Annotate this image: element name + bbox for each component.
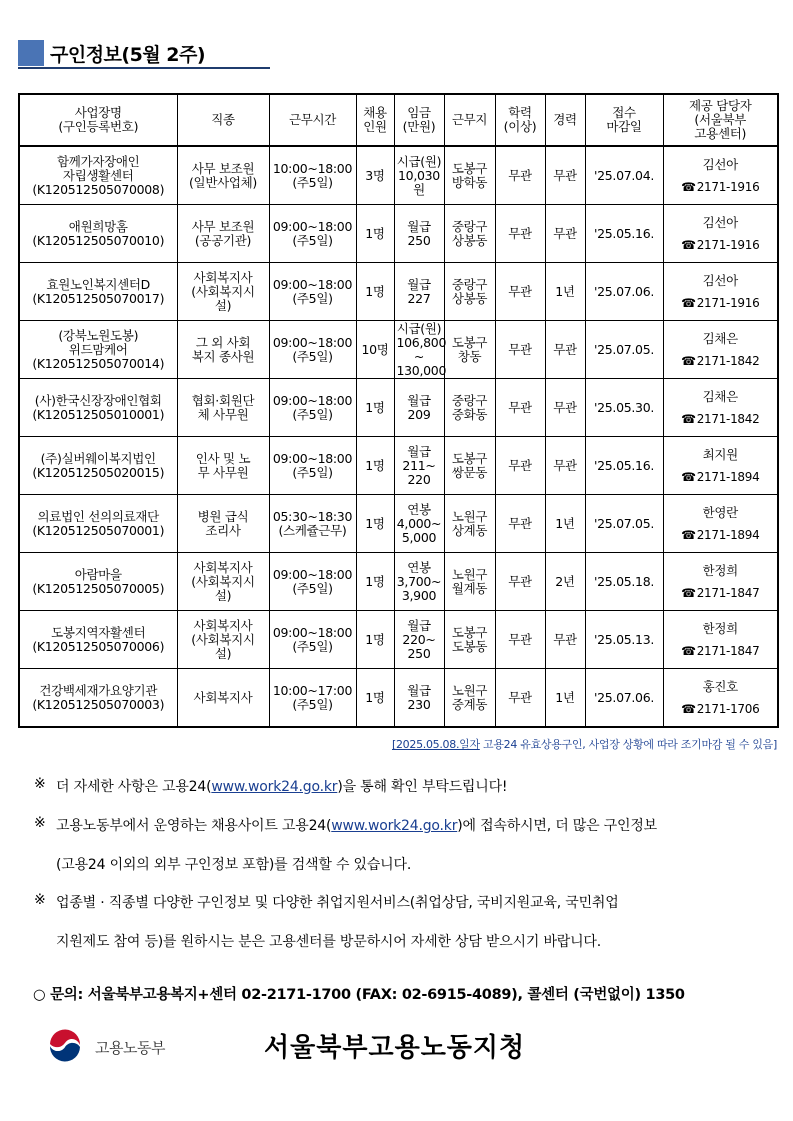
manager-phone bbox=[681, 296, 759, 310]
wage-cell: 월급 250 bbox=[394, 205, 444, 263]
column-header bbox=[545, 94, 585, 146]
column-header-text: (구인등록번호) bbox=[58, 119, 139, 134]
manager-phone bbox=[681, 644, 759, 658]
company-cell: (사)한국신장장애인협회 (K120512505010001) bbox=[19, 379, 177, 437]
column-header bbox=[356, 94, 394, 146]
company-cell: (강북노원도봉) 위드맘케어 (K120512505070014) bbox=[19, 321, 177, 379]
table-row bbox=[19, 146, 778, 205]
count-cell: 1명 bbox=[356, 611, 394, 669]
education-cell: 무관 bbox=[495, 205, 545, 263]
job-cell: 병원 급식 조리사 bbox=[177, 495, 269, 553]
deadline-cell: '25.05.16. bbox=[585, 205, 663, 263]
manager-phone bbox=[681, 528, 759, 542]
deadline-cell: '25.07.06. bbox=[585, 669, 663, 728]
heading-underline bbox=[18, 67, 270, 69]
manager-cell bbox=[663, 379, 778, 437]
column-header-text: 근무지 bbox=[451, 112, 488, 127]
company-cell: (주)실버웨이복지법인 (K120512505020015) bbox=[19, 437, 177, 495]
wage-cell: 시급(원) 10,030 원 bbox=[394, 146, 444, 205]
telephone-icon: ☎ bbox=[681, 469, 696, 484]
column-header bbox=[394, 94, 444, 146]
note-mark: ※ bbox=[34, 892, 46, 908]
company-cell: 함께가자장애인 자립생활센터 (K120512505070008) bbox=[19, 146, 177, 205]
table-footnote bbox=[392, 736, 777, 752]
company-cell: 아람마을 (K120512505070005) bbox=[19, 553, 177, 611]
job-cell: 사무 보조원 (공공기관) bbox=[177, 205, 269, 263]
page-title: 구인정보(5월 2주) bbox=[50, 44, 206, 66]
job-cell: 인사 및 노 무 사무원 bbox=[177, 437, 269, 495]
deadline-cell: '25.07.06. bbox=[585, 263, 663, 321]
location-cell: 중랑구 상봉동 bbox=[444, 263, 495, 321]
phone-number: 2171-1916 bbox=[696, 179, 760, 194]
count-cell: 1명 bbox=[356, 437, 394, 495]
manager-phone bbox=[681, 702, 759, 716]
phone-number: 2171-1894 bbox=[696, 469, 760, 484]
column-header-text: (서울북부 bbox=[694, 112, 747, 127]
telephone-icon: ☎ bbox=[681, 585, 696, 600]
manager-phone bbox=[681, 354, 759, 368]
phone-number: 2171-1847 bbox=[696, 585, 760, 600]
manager-cell bbox=[663, 495, 778, 553]
education-cell: 무관 bbox=[495, 321, 545, 379]
location-cell: 도봉구 도봉동 bbox=[444, 611, 495, 669]
phone-number: 2171-1706 bbox=[696, 701, 760, 716]
count-cell: 10명 bbox=[356, 321, 394, 379]
count-cell: 1명 bbox=[356, 263, 394, 321]
column-header bbox=[444, 94, 495, 146]
column-header bbox=[269, 94, 356, 146]
manager-phone bbox=[681, 470, 759, 484]
telephone-icon: ☎ bbox=[681, 411, 696, 426]
education-cell: 무관 bbox=[495, 437, 545, 495]
wage-cell: 월급 227 bbox=[394, 263, 444, 321]
column-header-text: 마감일 bbox=[606, 119, 642, 134]
deadline-cell: '25.07.04. bbox=[585, 146, 663, 205]
job-cell: 그 외 사회 복지 종사원 bbox=[177, 321, 269, 379]
contact-line: ○ 문의: 서울북부고용복지+센터 02-2171-1700 (FAX: 02-6915-4089), 콜센터 (국번없이) 1350 bbox=[33, 987, 685, 1003]
note-mark: ※ bbox=[34, 815, 46, 831]
column-header-text: 학력 bbox=[508, 105, 532, 120]
section-heading bbox=[18, 40, 270, 68]
count-cell: 1명 bbox=[356, 205, 394, 263]
taegeuk-emblem-icon bbox=[47, 1028, 83, 1064]
column-header-text: 접수 bbox=[612, 105, 636, 120]
column-header bbox=[585, 94, 663, 146]
manager-phone bbox=[681, 412, 759, 426]
table-row bbox=[19, 495, 778, 553]
phone-number: 2171-1847 bbox=[696, 643, 760, 658]
count-cell: 1명 bbox=[356, 379, 394, 437]
experience-cell: 2년 bbox=[545, 553, 585, 611]
column-header-text: 경력 bbox=[553, 112, 577, 127]
telephone-icon: ☎ bbox=[681, 353, 696, 368]
table-row bbox=[19, 379, 778, 437]
column-header-text: 사업장명 bbox=[74, 105, 122, 120]
hours-cell: 09:00~18:00 (주5일) bbox=[269, 437, 356, 495]
deadline-cell: '25.05.30. bbox=[585, 379, 663, 437]
info-text: 지원제도 참여 등)를 원하시는 분은 고용센터를 방문하시어 자세한 상담 받으시기 바랍니다. bbox=[56, 934, 601, 950]
table-row bbox=[19, 205, 778, 263]
hours-cell: 10:00~18:00 (주5일) bbox=[269, 146, 356, 205]
count-cell: 1명 bbox=[356, 553, 394, 611]
job-cell: 사회복지사 (사회복지시 설) bbox=[177, 611, 269, 669]
column-header-text: (이상) bbox=[503, 119, 537, 134]
experience-cell: 무관 bbox=[545, 611, 585, 669]
education-cell: 무관 bbox=[495, 669, 545, 728]
phone-number: 2171-1894 bbox=[696, 527, 760, 542]
wage-cell: 월급 220~ 250 bbox=[394, 611, 444, 669]
manager-name: 김채은 bbox=[702, 330, 738, 346]
job-cell: 협회·회원단 체 사무원 bbox=[177, 379, 269, 437]
education-cell: 무관 bbox=[495, 495, 545, 553]
manager-cell bbox=[663, 321, 778, 379]
manager-cell bbox=[663, 205, 778, 263]
column-header-text: 고용센터) bbox=[694, 126, 747, 141]
hours-cell: 09:00~18:00 (주5일) bbox=[269, 321, 356, 379]
experience-cell: 1년 bbox=[545, 669, 585, 728]
job-listings-table bbox=[18, 93, 779, 728]
telephone-icon: ☎ bbox=[681, 179, 696, 194]
column-header bbox=[19, 94, 177, 146]
manager-phone bbox=[681, 238, 759, 252]
wage-cell: 시급(원) 106,800 ~ 130,000 bbox=[394, 321, 444, 379]
manager-name: 한정희 bbox=[702, 620, 738, 636]
heading-square-icon bbox=[18, 40, 44, 66]
manager-cell bbox=[663, 669, 778, 728]
manager-name: 김채은 bbox=[702, 388, 738, 404]
manager-name: 홍진호 bbox=[702, 678, 738, 694]
hours-cell: 09:00~18:00 (주5일) bbox=[269, 263, 356, 321]
column-header-text: 근무시간 bbox=[288, 112, 337, 127]
experience-cell: 1년 bbox=[545, 495, 585, 553]
wage-cell: 연봉 4,000~ 5,000 bbox=[394, 495, 444, 553]
manager-cell bbox=[663, 553, 778, 611]
experience-cell: 무관 bbox=[545, 437, 585, 495]
education-cell: 무관 bbox=[495, 611, 545, 669]
company-cell: 도봉지역자활센터 (K120512505070006) bbox=[19, 611, 177, 669]
column-header-text: 인원 bbox=[363, 119, 387, 134]
footnote-text: 고용24 유효상용구인, 사업장 상황에 따라 조기마감 될 수 있음] bbox=[479, 738, 777, 751]
column-header bbox=[177, 94, 269, 146]
footnote-date: [2025.05.08.일자 bbox=[391, 738, 480, 751]
deadline-cell: '25.07.05. bbox=[585, 321, 663, 379]
location-cell: 노원구 월계동 bbox=[444, 553, 495, 611]
column-header bbox=[663, 94, 778, 146]
location-cell: 도봉구 방학동 bbox=[444, 146, 495, 205]
wage-cell: 월급 209 bbox=[394, 379, 444, 437]
education-cell: 무관 bbox=[495, 263, 545, 321]
company-cell: 건강백세재가요양기관 (K120512505070003) bbox=[19, 669, 177, 728]
company-cell: 애원희망홈 (K120512505070010) bbox=[19, 205, 177, 263]
experience-cell: 무관 bbox=[545, 205, 585, 263]
job-cell: 사무 보조원 (일반사업체) bbox=[177, 146, 269, 205]
deadline-cell: '25.05.18. bbox=[585, 553, 663, 611]
manager-name: 김선아 bbox=[702, 156, 738, 172]
education-cell: 무관 bbox=[495, 553, 545, 611]
experience-cell: 무관 bbox=[545, 321, 585, 379]
experience-cell: 무관 bbox=[545, 146, 585, 205]
info-text: 고용노동부에서 운영하는 채용사이트 고용24( bbox=[56, 818, 332, 834]
company-cell: 의료법인 선의의료재단 (K120512505070001) bbox=[19, 495, 177, 553]
telephone-icon: ☎ bbox=[681, 237, 696, 252]
manager-name: 최지원 bbox=[702, 446, 738, 462]
job-cell: 사회복지사 (사회복지시 설) bbox=[177, 263, 269, 321]
wage-cell: 연봉 3,700~ 3,900 bbox=[394, 553, 444, 611]
manager-name: 한정희 bbox=[702, 562, 738, 578]
table-row bbox=[19, 321, 778, 379]
manager-cell bbox=[663, 437, 778, 495]
telephone-icon: ☎ bbox=[681, 527, 696, 542]
info-text: 업종별 · 직종별 다양한 구인정보 및 다양한 취업지원서비스(취업상담, 국비지원교육, 국민취업 bbox=[56, 895, 619, 911]
manager-name: 김선아 bbox=[702, 272, 738, 288]
job-cell: 사회복지사 (사회복지시 설) bbox=[177, 553, 269, 611]
manager-cell bbox=[663, 263, 778, 321]
table-row bbox=[19, 437, 778, 495]
column-header bbox=[495, 94, 545, 146]
column-header-text: 제공 담당자 bbox=[688, 98, 752, 113]
manager-name: 김선아 bbox=[702, 214, 738, 230]
ministry-logo bbox=[47, 1028, 197, 1066]
location-cell: 중랑구 상봉동 bbox=[444, 205, 495, 263]
experience-cell: 무관 bbox=[545, 379, 585, 437]
hours-cell: 09:00~18:00 (주5일) bbox=[269, 205, 356, 263]
manager-phone bbox=[681, 586, 759, 600]
column-header-text: 직종 bbox=[211, 112, 235, 127]
education-cell: 무관 bbox=[495, 379, 545, 437]
count-cell: 1명 bbox=[356, 495, 394, 553]
table-header-row bbox=[19, 94, 778, 146]
info-text: 더 자세한 사항은 고용24( bbox=[56, 779, 212, 795]
phone-number: 2171-1842 bbox=[696, 411, 760, 426]
hours-cell: 09:00~18:00 (주5일) bbox=[269, 611, 356, 669]
note-mark: ※ bbox=[34, 776, 46, 792]
count-cell: 3명 bbox=[356, 146, 394, 205]
location-cell: 중랑구 중화동 bbox=[444, 379, 495, 437]
location-cell: 노원구 상계동 bbox=[444, 495, 495, 553]
telephone-icon: ☎ bbox=[681, 701, 696, 716]
hours-cell: 10:00~17:00 (주5일) bbox=[269, 669, 356, 728]
table-row bbox=[19, 611, 778, 669]
column-header-text: 채용 bbox=[363, 105, 387, 120]
info-text: )을 통해 확인 부탁드립니다! bbox=[337, 779, 508, 795]
column-header-text: 임금 bbox=[407, 105, 431, 120]
deadline-cell: '25.05.13. bbox=[585, 611, 663, 669]
hours-cell: 09:00~18:00 (주5일) bbox=[269, 553, 356, 611]
table-row bbox=[19, 669, 778, 728]
deadline-cell: '25.05.16. bbox=[585, 437, 663, 495]
table-row bbox=[19, 263, 778, 321]
company-cell: 효원노인복지센터D (K120512505070017) bbox=[19, 263, 177, 321]
phone-number: 2171-1916 bbox=[696, 295, 760, 310]
location-cell: 도봉구 창동 bbox=[444, 321, 495, 379]
experience-cell: 1년 bbox=[545, 263, 585, 321]
manager-name: 한영란 bbox=[702, 504, 738, 520]
manager-cell bbox=[663, 146, 778, 205]
manager-cell bbox=[663, 611, 778, 669]
deadline-cell: '25.07.05. bbox=[585, 495, 663, 553]
work24-link[interactable]: www.work24.go.kr bbox=[331, 818, 458, 834]
education-cell: 무관 bbox=[495, 146, 545, 205]
wage-cell: 월급 230 bbox=[394, 669, 444, 728]
manager-phone bbox=[681, 180, 759, 194]
table-row bbox=[19, 553, 778, 611]
location-cell: 도봉구 쌍문동 bbox=[444, 437, 495, 495]
phone-number: 2171-1916 bbox=[696, 237, 760, 252]
wage-cell: 월급 211~ 220 bbox=[394, 437, 444, 495]
table-body bbox=[19, 146, 778, 727]
hours-cell: 05:30~18:30 (스케쥴근무) bbox=[269, 495, 356, 553]
info-text: )에 접속하시면, 더 많은 구인정보 bbox=[457, 818, 657, 834]
job-cell: 사회복지사 bbox=[177, 669, 269, 728]
column-header-text: (만원) bbox=[402, 119, 436, 134]
telephone-icon: ☎ bbox=[681, 643, 696, 658]
count-cell: 1명 bbox=[356, 669, 394, 728]
phone-number: 2171-1842 bbox=[696, 353, 760, 368]
info-text: (고용24 이외의 외부 구인정보 포함)를 검색할 수 있습니다. bbox=[56, 857, 412, 873]
work24-link[interactable]: www.work24.go.kr bbox=[211, 779, 338, 795]
ministry-name: 고용노동부 bbox=[95, 1039, 165, 1057]
telephone-icon: ☎ bbox=[681, 295, 696, 310]
office-name: 서울북부고용노동지청 bbox=[264, 1033, 526, 1063]
hours-cell: 09:00~18:00 (주5일) bbox=[269, 379, 356, 437]
location-cell: 노원구 중계동 bbox=[444, 669, 495, 728]
